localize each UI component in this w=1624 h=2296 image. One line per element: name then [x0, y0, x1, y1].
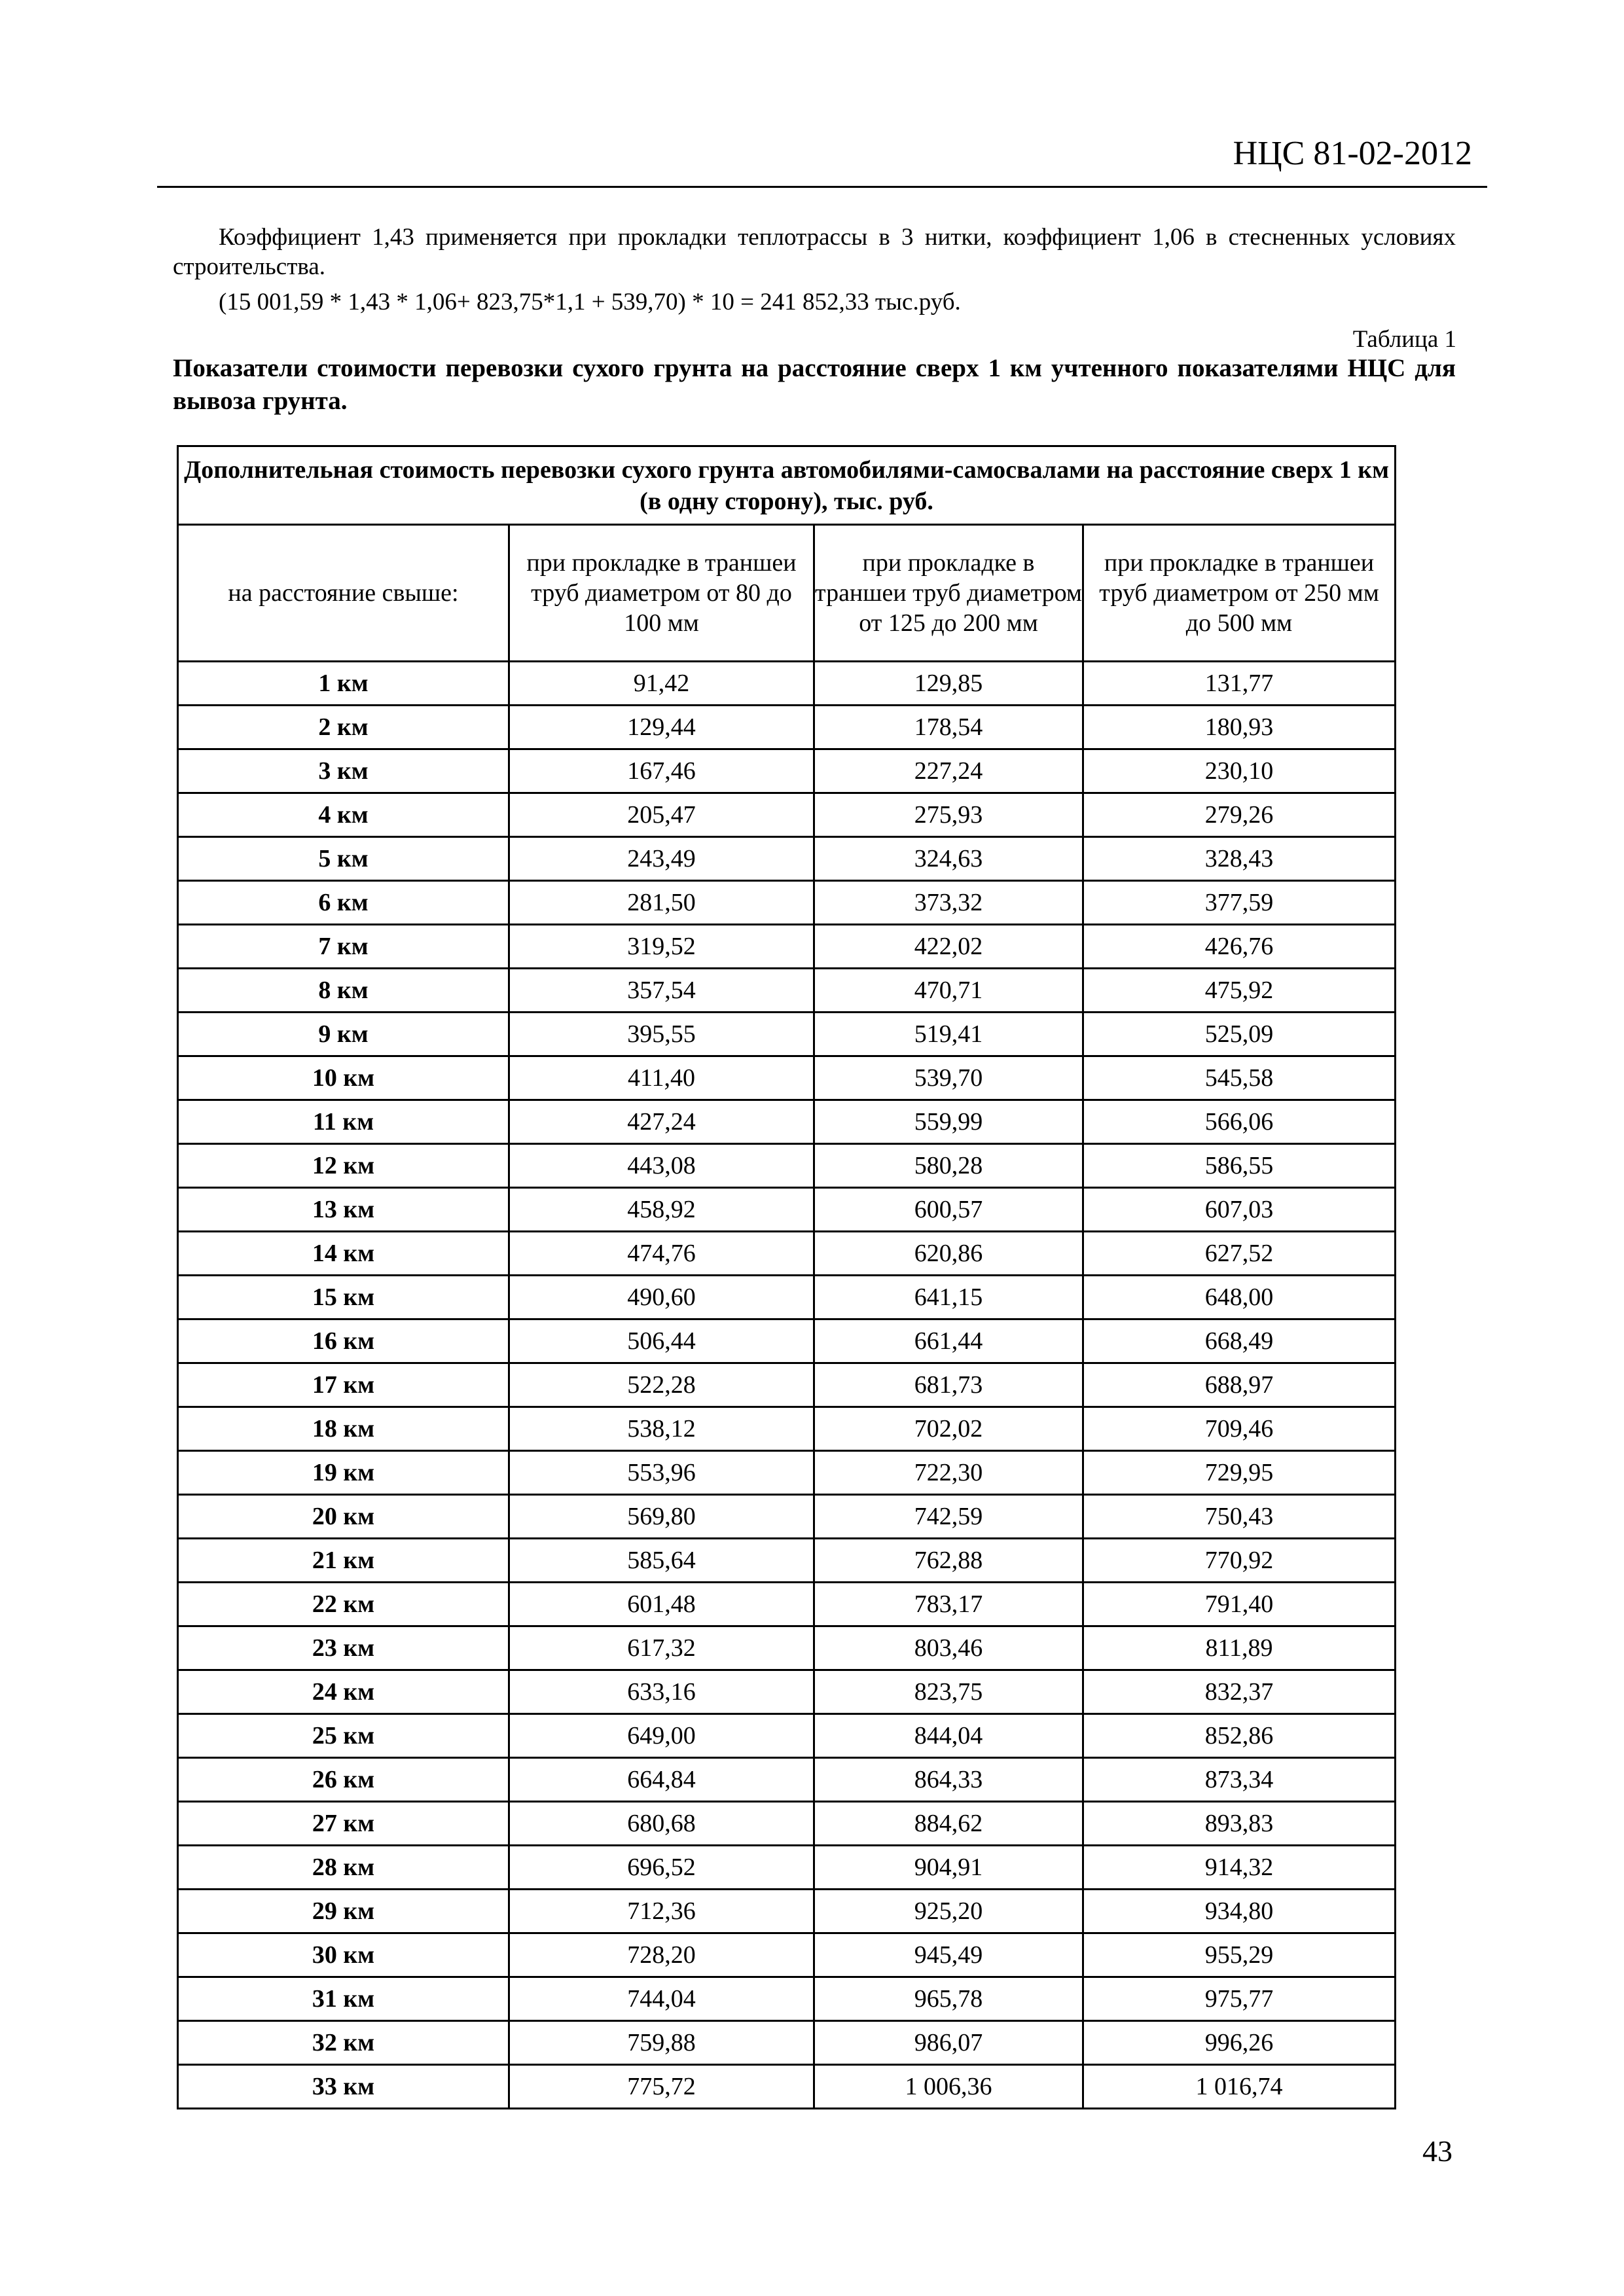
- value-80-100: 474,76: [509, 1232, 814, 1276]
- row-label: 14 км: [178, 1232, 509, 1276]
- value-125-200: 925,20: [814, 1890, 1083, 1933]
- row-label: 16 км: [178, 1319, 509, 1363]
- value-125-200: 823,75: [814, 1670, 1083, 1714]
- table-row: [178, 1363, 1396, 1407]
- table-row: [178, 969, 1396, 1013]
- row-label: 28 км: [178, 1846, 509, 1890]
- value-125-200: 422,02: [814, 925, 1083, 969]
- value-250-500: 832,37: [1083, 1670, 1396, 1714]
- value-250-500: 791,40: [1083, 1583, 1396, 1626]
- value-125-200: 519,41: [814, 1013, 1083, 1056]
- value-125-200: 722,30: [814, 1451, 1083, 1495]
- value-80-100: 617,32: [509, 1626, 814, 1670]
- column-header-125-200: при прокладке в траншеи труб диаметром от 125 до 200 мм: [814, 525, 1083, 662]
- row-label: 11 км: [178, 1100, 509, 1144]
- value-250-500: 770,92: [1083, 1539, 1396, 1583]
- value-80-100: 522,28: [509, 1363, 814, 1407]
- row-label: 9 км: [178, 1013, 509, 1056]
- value-250-500: 607,03: [1083, 1188, 1396, 1232]
- value-80-100: 506,44: [509, 1319, 814, 1363]
- row-label: 4 км: [178, 793, 509, 837]
- value-250-500: 996,26: [1083, 2021, 1396, 2065]
- value-125-200: 904,91: [814, 1846, 1083, 1890]
- value-250-500: 688,97: [1083, 1363, 1396, 1407]
- value-80-100: 744,04: [509, 1977, 814, 2021]
- value-80-100: 490,60: [509, 1276, 814, 1319]
- value-125-200: 227,24: [814, 749, 1083, 793]
- row-label: 26 км: [178, 1758, 509, 1802]
- value-125-200: 470,71: [814, 969, 1083, 1013]
- value-80-100: 569,80: [509, 1495, 814, 1539]
- row-label: 24 км: [178, 1670, 509, 1714]
- row-label: 17 км: [178, 1363, 509, 1407]
- value-125-200: 986,07: [814, 2021, 1083, 2065]
- value-80-100: 395,55: [509, 1013, 814, 1056]
- value-250-500: 1 016,74: [1083, 2065, 1396, 2109]
- value-250-500: 627,52: [1083, 1232, 1396, 1276]
- table-row: [178, 1188, 1396, 1232]
- value-80-100: 357,54: [509, 969, 814, 1013]
- value-80-100: 243,49: [509, 837, 814, 881]
- table-column-headers: [178, 525, 1396, 662]
- value-250-500: 131,77: [1083, 662, 1396, 706]
- value-80-100: 129,44: [509, 706, 814, 749]
- value-125-200: 864,33: [814, 1758, 1083, 1802]
- value-125-200: 641,15: [814, 1276, 1083, 1319]
- value-250-500: 377,59: [1083, 881, 1396, 925]
- table-row: [178, 1670, 1396, 1714]
- table-row: [178, 2021, 1396, 2065]
- table-row: [178, 1758, 1396, 1802]
- value-250-500: 545,58: [1083, 1056, 1396, 1100]
- value-80-100: 458,92: [509, 1188, 814, 1232]
- row-label: 27 км: [178, 1802, 509, 1846]
- value-125-200: 661,44: [814, 1319, 1083, 1363]
- table-title: Показатели стоимости перевозки сухого грунта на расстояние сверх 1 км учтенного показателями НЦС для вывоза грунта.: [173, 354, 1456, 415]
- table-caption: Таблица 1: [1352, 326, 1456, 353]
- value-80-100: 633,16: [509, 1670, 814, 1714]
- value-125-200: 762,88: [814, 1539, 1083, 1583]
- value-125-200: 539,70: [814, 1056, 1083, 1100]
- row-label: 25 км: [178, 1714, 509, 1758]
- table-row: [178, 1407, 1396, 1451]
- value-125-200: 178,54: [814, 706, 1083, 749]
- value-125-200: 945,49: [814, 1933, 1083, 1977]
- row-label: 10 км: [178, 1056, 509, 1100]
- row-label: 7 км: [178, 925, 509, 969]
- value-80-100: 696,52: [509, 1846, 814, 1890]
- value-250-500: 475,92: [1083, 969, 1396, 1013]
- row-label: 19 км: [178, 1451, 509, 1495]
- table-row: [178, 1056, 1396, 1100]
- column-header-80-100: при прокладке в траншеи труб диаметром от 80 до 100 мм: [509, 525, 814, 662]
- table-row: [178, 1890, 1396, 1933]
- row-label: 2 км: [178, 706, 509, 749]
- value-80-100: 680,68: [509, 1802, 814, 1846]
- value-80-100: 553,96: [509, 1451, 814, 1495]
- value-250-500: 709,46: [1083, 1407, 1396, 1451]
- value-80-100: 319,52: [509, 925, 814, 969]
- row-label: 8 км: [178, 969, 509, 1013]
- value-80-100: 427,24: [509, 1100, 814, 1144]
- value-125-200: 1 006,36: [814, 2065, 1083, 2109]
- table-row: [178, 1144, 1396, 1188]
- value-80-100: 664,84: [509, 1758, 814, 1802]
- value-125-200: 324,63: [814, 837, 1083, 881]
- value-125-200: 129,85: [814, 662, 1083, 706]
- value-250-500: 586,55: [1083, 1144, 1396, 1188]
- row-label: 5 км: [178, 837, 509, 881]
- cost-table: [177, 445, 1396, 2109]
- table-row: [178, 881, 1396, 925]
- value-80-100: 649,00: [509, 1714, 814, 1758]
- row-label: 22 км: [178, 1583, 509, 1626]
- value-125-200: 884,62: [814, 1802, 1083, 1846]
- row-label: 32 км: [178, 2021, 509, 2065]
- value-250-500: 328,43: [1083, 837, 1396, 881]
- value-250-500: 934,80: [1083, 1890, 1396, 1933]
- row-label: 31 км: [178, 1977, 509, 2021]
- row-label: 20 км: [178, 1495, 509, 1539]
- value-80-100: 167,46: [509, 749, 814, 793]
- table-main-header: Дополнительная стоимость перевозки сухого грунта автомобилями-самосвалами на расстояние сверх 1 км (в одну сторону), тыс. руб.: [178, 446, 1396, 525]
- value-250-500: 852,86: [1083, 1714, 1396, 1758]
- table-row: [178, 1802, 1396, 1846]
- value-80-100: 411,40: [509, 1056, 814, 1100]
- table-row: [178, 1933, 1396, 1977]
- value-125-200: 742,59: [814, 1495, 1083, 1539]
- table-row: [178, 925, 1396, 969]
- table-row: [178, 1846, 1396, 1890]
- value-125-200: 783,17: [814, 1583, 1083, 1626]
- value-80-100: 281,50: [509, 881, 814, 925]
- table-row: [178, 1232, 1396, 1276]
- table-row: [178, 662, 1396, 706]
- row-label: 6 км: [178, 881, 509, 925]
- table-row: [178, 1495, 1396, 1539]
- value-250-500: 566,06: [1083, 1100, 1396, 1144]
- table-row: [178, 1714, 1396, 1758]
- row-label: 30 км: [178, 1933, 509, 1977]
- value-125-200: 620,86: [814, 1232, 1083, 1276]
- value-250-500: 279,26: [1083, 793, 1396, 837]
- value-250-500: 975,77: [1083, 1977, 1396, 2021]
- value-250-500: 230,10: [1083, 749, 1396, 793]
- row-label: 1 км: [178, 662, 509, 706]
- value-125-200: 275,93: [814, 793, 1083, 837]
- header-rule: [157, 186, 1487, 188]
- table-row: [178, 1626, 1396, 1670]
- table-row: [178, 749, 1396, 793]
- value-125-200: 702,02: [814, 1407, 1083, 1451]
- value-125-200: 681,73: [814, 1363, 1083, 1407]
- value-250-500: 426,76: [1083, 925, 1396, 969]
- table-row: [178, 706, 1396, 749]
- row-label: 23 км: [178, 1626, 509, 1670]
- value-80-100: 728,20: [509, 1933, 814, 1977]
- value-250-500: 893,83: [1083, 1802, 1396, 1846]
- value-125-200: 373,32: [814, 881, 1083, 925]
- table-row: [178, 837, 1396, 881]
- value-250-500: 955,29: [1083, 1933, 1396, 1977]
- value-125-200: 803,46: [814, 1626, 1083, 1670]
- row-label: 21 км: [178, 1539, 509, 1583]
- value-250-500: 180,93: [1083, 706, 1396, 749]
- table-row: [178, 1319, 1396, 1363]
- value-125-200: 844,04: [814, 1714, 1083, 1758]
- page-number: 43: [1422, 2134, 1453, 2168]
- table-body: [178, 662, 1396, 2109]
- value-80-100: 712,36: [509, 1890, 814, 1933]
- table-row: [178, 1013, 1396, 1056]
- value-125-200: 965,78: [814, 1977, 1083, 2021]
- value-125-200: 559,99: [814, 1100, 1083, 1144]
- value-80-100: 585,64: [509, 1539, 814, 1583]
- value-250-500: 648,00: [1083, 1276, 1396, 1319]
- table-row: [178, 1539, 1396, 1583]
- value-125-200: 600,57: [814, 1188, 1083, 1232]
- calculation-formula: (15 001,59 * 1,43 * 1,06+ 823,75*1,1 + 539,70) * 10 = 241 852,33 тыс.руб.: [219, 289, 961, 315]
- value-250-500: 914,32: [1083, 1846, 1396, 1890]
- value-80-100: 538,12: [509, 1407, 814, 1451]
- row-label: 18 км: [178, 1407, 509, 1451]
- value-80-100: 601,48: [509, 1583, 814, 1626]
- value-250-500: 668,49: [1083, 1319, 1396, 1363]
- coefficient-paragraph: Коэффициент 1,43 применяется при прокладки теплотрассы в 3 нитки, коэффициент 1,06 в стесненных условиях строительства.: [173, 224, 1456, 280]
- row-label: 15 км: [178, 1276, 509, 1319]
- value-250-500: 729,95: [1083, 1451, 1396, 1495]
- value-250-500: 811,89: [1083, 1626, 1396, 1670]
- table-row: [178, 2065, 1396, 2109]
- value-250-500: 525,09: [1083, 1013, 1396, 1056]
- document-code: НЦС 81-02-2012: [1233, 135, 1472, 172]
- row-label: 29 км: [178, 1890, 509, 1933]
- column-header-250-500: при прокладке в траншеи труб диаметром от 250 мм до 500 мм: [1083, 525, 1396, 662]
- table-row: [178, 793, 1396, 837]
- table-row: [178, 1100, 1396, 1144]
- value-250-500: 750,43: [1083, 1495, 1396, 1539]
- value-80-100: 443,08: [509, 1144, 814, 1188]
- row-label: 12 км: [178, 1144, 509, 1188]
- value-80-100: 775,72: [509, 2065, 814, 2109]
- table-row: [178, 1451, 1396, 1495]
- row-label: 13 км: [178, 1188, 509, 1232]
- value-125-200: 580,28: [814, 1144, 1083, 1188]
- row-label: 33 км: [178, 2065, 509, 2109]
- value-250-500: 873,34: [1083, 1758, 1396, 1802]
- value-80-100: 759,88: [509, 2021, 814, 2065]
- table-row: [178, 1276, 1396, 1319]
- table-row: [178, 1977, 1396, 2021]
- row-label: 3 км: [178, 749, 509, 793]
- column-header-distance: на расстояние свыше:: [178, 525, 509, 662]
- value-80-100: 205,47: [509, 793, 814, 837]
- value-80-100: 91,42: [509, 662, 814, 706]
- table-row: [178, 1583, 1396, 1626]
